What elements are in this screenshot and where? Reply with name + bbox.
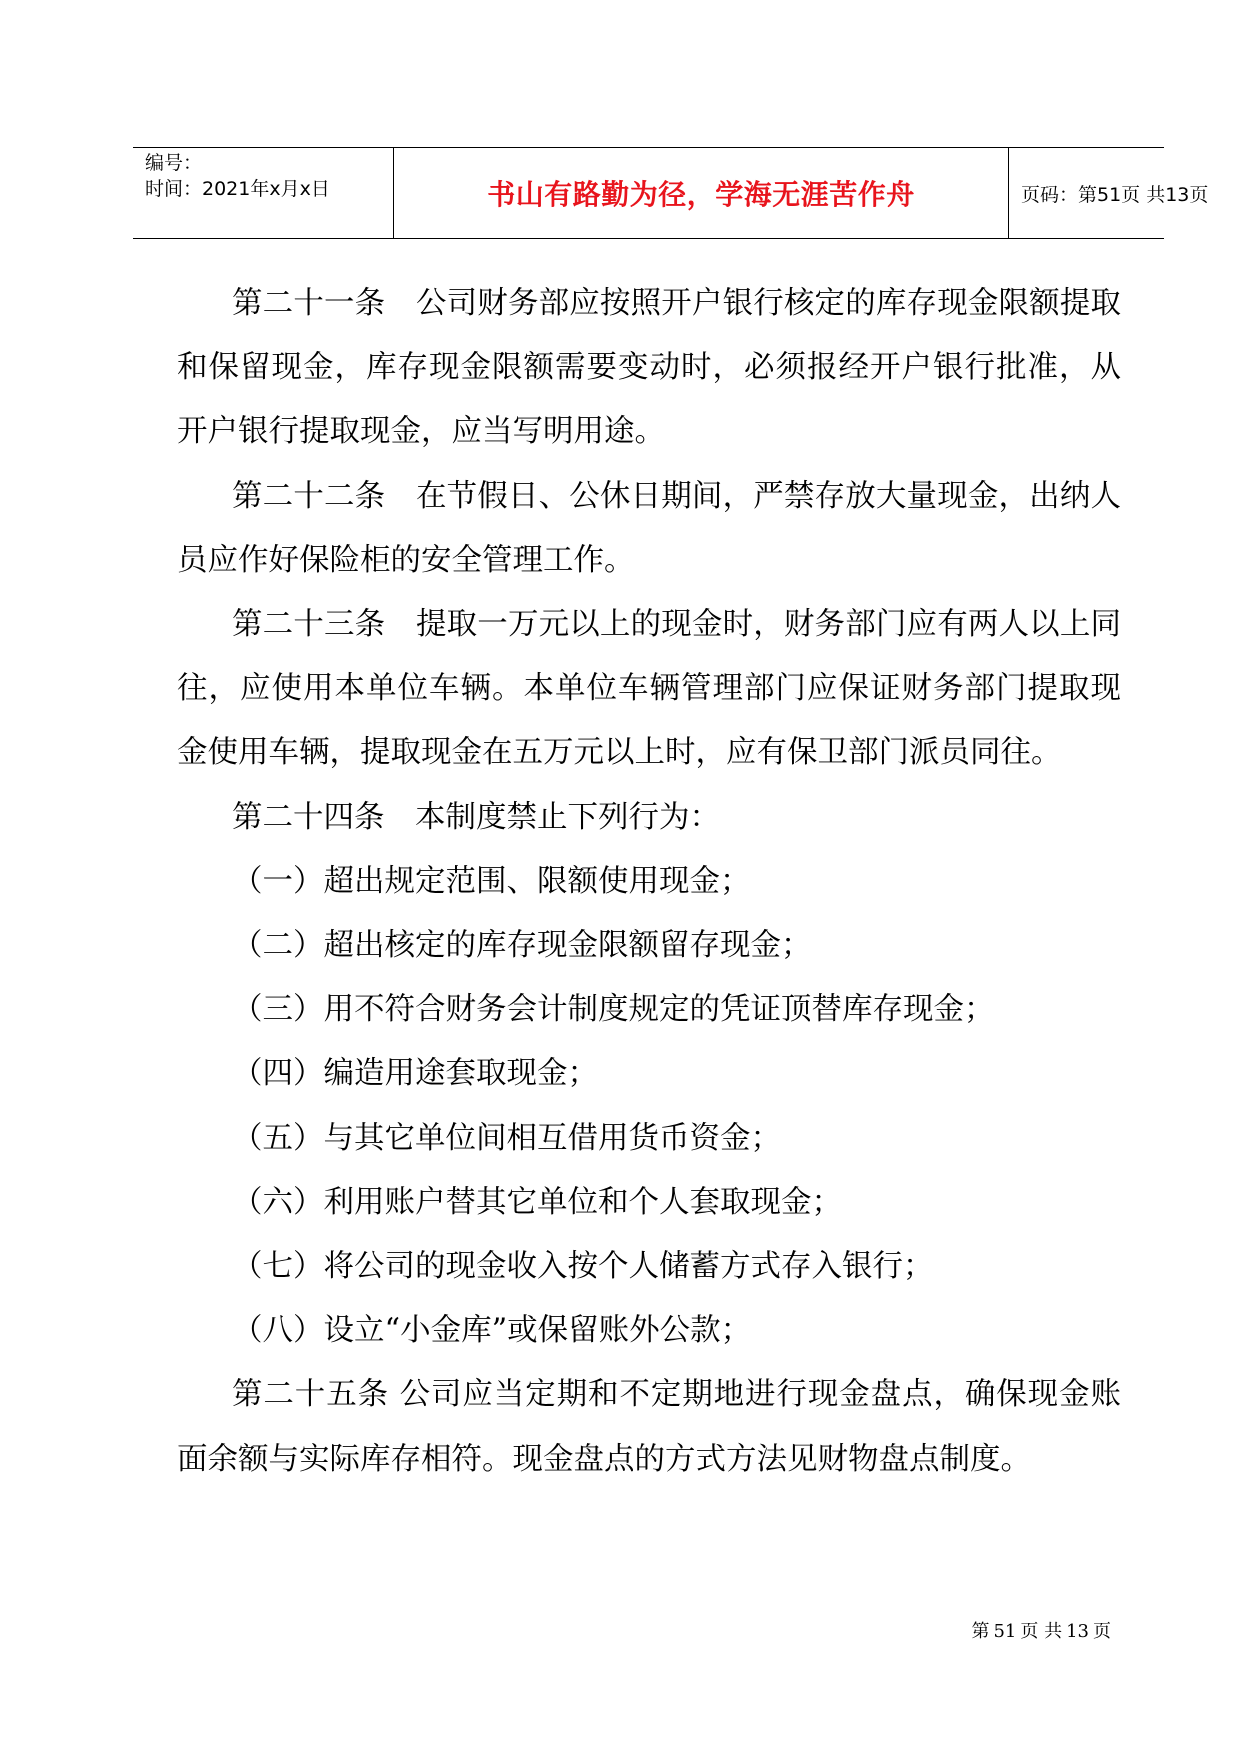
paragraph-article-25: 第二十五条 公司应当定期和不定期地进行现金盘点，确保现金账面余额与实际库存相符。现金盘点的方式方法见财物盘点制度。 <box>177 1377 1121 1477</box>
header-meta <box>133 148 394 238</box>
document-body <box>177 272 1121 1492</box>
document-time-label: 时间：2021年x月x日 <box>145 178 330 200</box>
document-number-label: 编号： <box>145 152 203 174</box>
page-header <box>133 147 1209 239</box>
list-item-prohibited-8: （八）设立“小金库”或保留账外公款； <box>232 1313 752 1349</box>
paragraph-article-23: 第二十三条 提取一万元以上的现金时，财务部门应有两人以上同往，应使用本单位车辆。本单位车辆管理部门应保证财务部门提取现金使用车辆，提取现金在五万元以上时，应有保卫部门派员同往。 <box>177 607 1121 771</box>
paragraph-article-24: 第二十四条 本制度禁止下列行为： <box>232 799 720 835</box>
paragraph-article-22: 第二十二条 在节假日、公休日期间，严禁存放大量现金，出纳人员应作好保险柜的安全管理工作。 <box>177 478 1121 578</box>
footer-page-prefix: 第 <box>971 1621 990 1642</box>
header-motto: 书山有路勤为径，学海无涯苦作舟 <box>487 178 915 211</box>
footer-page-mid: 页 共 <box>1020 1621 1063 1642</box>
list-item-prohibited-5: （五）与其它单位间相互借用货币资金； <box>232 1120 781 1156</box>
footer-page-number: 51 <box>993 1621 1017 1642</box>
list-item-prohibited-6: （六）利用账户替其它单位和个人套取现金； <box>232 1184 842 1220</box>
footer-page-total: 13 <box>1066 1621 1089 1642</box>
list-item-prohibited-4: （四）编造用途套取现金； <box>232 1056 598 1092</box>
page-footer <box>969 1617 1113 1643</box>
header-page-info <box>1009 148 1209 238</box>
paragraph-article-21: 第二十一条 公司财务部应按照开户银行核定的库存现金限额提取和保留现金，库存现金限额需要变动时，必须报经开户银行批准，从开户银行提取现金，应当写明用途。 <box>177 286 1121 450</box>
list-item-prohibited-3: （三）用不符合财务会计制度规定的凭证顶替库存现金； <box>232 992 995 1028</box>
list-item-prohibited-7: （七）将公司的现金收入按个人储蓄方式存入银行； <box>232 1249 934 1285</box>
list-item-prohibited-1: （一）超出规定范围、限额使用现金； <box>232 863 751 899</box>
header-page-label: 页码：第51页 共13页 <box>1021 183 1209 206</box>
list-item-prohibited-2: （二）超出核定的库存现金限额留存现金； <box>232 928 812 964</box>
header-motto-cell <box>394 148 1009 238</box>
footer-page-suffix: 页 <box>1093 1621 1111 1642</box>
